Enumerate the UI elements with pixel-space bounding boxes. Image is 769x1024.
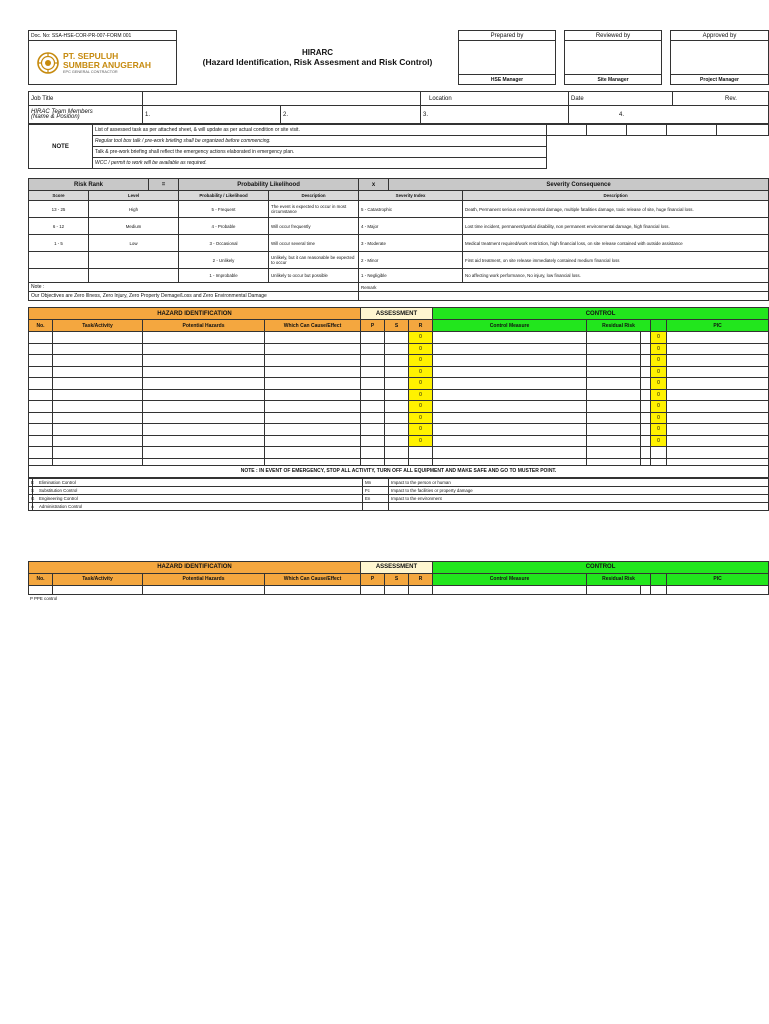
row-pic[interactable] — [667, 378, 769, 390]
team-member-4[interactable]: 4. — [569, 106, 769, 124]
row-control[interactable] — [433, 378, 587, 390]
ppe-legend — [28, 595, 768, 602]
col-probability: Probability / Likelihood — [179, 191, 269, 201]
row-control[interactable] — [433, 412, 587, 424]
row-residual-value[interactable] — [641, 412, 651, 424]
row-no[interactable] — [29, 401, 53, 413]
severity-desc: Lost time incident, permanent/partial disability, non permanent environmental damage, high financial loss. — [463, 218, 769, 235]
row-pic[interactable] — [667, 389, 769, 401]
row-task[interactable] — [53, 332, 143, 344]
col-level: Level — [89, 191, 179, 201]
row-cause[interactable] — [265, 343, 361, 355]
col-r: R — [409, 573, 433, 585]
probability-value: 2 - Unlikely — [179, 252, 269, 269]
row-blank[interactable] — [651, 447, 667, 459]
reviewed-signature[interactable] — [565, 41, 662, 75]
row-no[interactable] — [29, 435, 53, 447]
objectives-text: Our Objectives are Zero Illness, Zero Injury, Zero Property Demage/Loss and Zero Environmental Damage — [29, 292, 359, 301]
approved-by-label: Approved by — [671, 31, 769, 41]
row-task[interactable] — [53, 355, 143, 367]
col-p: P — [361, 320, 385, 332]
col-task: Task/Activity — [53, 573, 143, 585]
legend-code-2: Mn — [363, 478, 389, 486]
row-p[interactable] — [361, 332, 385, 344]
table-row — [29, 435, 769, 447]
row-residual[interactable] — [587, 401, 641, 413]
legend-row — [29, 478, 769, 486]
table-row — [29, 412, 769, 424]
row-pic[interactable] — [667, 424, 769, 436]
risk-level: Medium — [89, 218, 179, 235]
ppe-code: P — [30, 595, 33, 601]
note-table — [28, 124, 769, 169]
row-pic[interactable] — [667, 435, 769, 447]
row-r: 0 — [409, 378, 433, 390]
legend-code-2 — [363, 502, 389, 510]
row-task[interactable] — [53, 424, 143, 436]
row-p[interactable] — [361, 401, 385, 413]
row-p[interactable] — [361, 389, 385, 401]
site-manager-label: Site Manager — [565, 75, 662, 85]
row-pic[interactable] — [667, 366, 769, 378]
risk-score: 6 - 12 — [29, 218, 89, 235]
company-tagline: EPC GENERAL CONTRACTOR — [63, 69, 118, 74]
row-r: 0 — [409, 389, 433, 401]
row-s[interactable] — [385, 447, 409, 459]
row-hazard[interactable] — [143, 343, 265, 355]
row-residual[interactable] — [587, 355, 641, 367]
row-control[interactable] — [433, 355, 587, 367]
severity-index: 5 - Catastrophic — [359, 201, 463, 218]
doc-number: Doc. No: SSA-HSE-COR-PR-007-FORM 001 — [29, 31, 177, 41]
row-residual[interactable] — [587, 378, 641, 390]
legend-code: E — [29, 478, 33, 486]
row-task[interactable] — [53, 378, 143, 390]
prepared-by-label: Prepared by — [459, 31, 556, 41]
row-cause[interactable] — [265, 378, 361, 390]
row-no[interactable] — [29, 343, 53, 355]
row-residual[interactable] — [587, 343, 641, 355]
row-blank: 0 — [651, 332, 667, 344]
row-task[interactable] — [53, 401, 143, 413]
assessment-header: ASSESSMENT — [361, 561, 433, 573]
row-residual-value[interactable] — [641, 447, 651, 459]
note-line-4: WCC / permit to work will be available as required. — [93, 158, 547, 169]
date-label: Date — [571, 95, 584, 102]
company-name-line2: SUMBER ANUGERAH — [63, 59, 151, 70]
probability-desc: Unlikely, but it can reasonable be expected to occur — [269, 252, 359, 269]
row-hazard[interactable] — [143, 378, 265, 390]
col-cause: Which Can Cause/Effect — [265, 320, 361, 332]
probability-value: 5 - Frequent — [179, 201, 269, 218]
col-r: R — [409, 320, 433, 332]
risk-matrix-table — [28, 178, 769, 301]
project-manager-label: Project Manager — [671, 75, 769, 85]
risk-score — [29, 252, 89, 269]
col-control-measure: Control Measure — [433, 573, 587, 585]
row-blank: 0 — [651, 424, 667, 436]
row-no[interactable] — [29, 378, 53, 390]
approved-signature[interactable] — [671, 41, 769, 75]
col-hazards: Potential Hazards — [143, 320, 265, 332]
row-no[interactable] — [29, 366, 53, 378]
legend-text-2 — [389, 502, 769, 510]
team-member-2[interactable]: 2. — [281, 106, 421, 124]
row-task[interactable] — [53, 389, 143, 401]
row-task[interactable] — [53, 343, 143, 355]
col-p: P — [361, 573, 385, 585]
team-member-3[interactable]: 3. — [421, 106, 569, 124]
row-p[interactable] — [361, 355, 385, 367]
prepared-signature[interactable] — [459, 41, 556, 75]
probability-value: 1 - Improbable — [179, 269, 269, 283]
team-members-label: HIRAC Team Members (Name & Position) — [29, 106, 143, 124]
probability-desc: Will occur frequently — [269, 218, 359, 235]
row-control[interactable] — [433, 332, 587, 344]
control-header: CONTROL — [433, 308, 769, 320]
assessment-header: ASSESSMENT — [361, 308, 433, 320]
note-line-2: Regular tool box talk / pre-work briefing shall be organized before commencing. — [93, 136, 547, 147]
location-label: Location — [429, 95, 452, 102]
severity-index: 1 - Negligible — [359, 269, 463, 283]
spacer-row — [29, 458, 769, 465]
control-legend — [28, 478, 769, 511]
row-blank: 0 — [651, 401, 667, 413]
row-s[interactable] — [385, 389, 409, 401]
risk-score: 13 - 25 — [29, 201, 89, 218]
table-row — [29, 389, 769, 401]
row-r: 0 — [409, 401, 433, 413]
row-residual-value[interactable] — [641, 424, 651, 436]
row-control[interactable] — [433, 435, 587, 447]
hirarc-form — [28, 30, 768, 602]
row-cause[interactable] — [265, 366, 361, 378]
probability-value: 4 - Probable — [179, 218, 269, 235]
hazard-rows — [29, 332, 769, 459]
row-r: 0 — [409, 424, 433, 436]
col-residual-risk: Residual Risk — [587, 320, 651, 332]
row-s[interactable] — [385, 401, 409, 413]
col-score: Score — [29, 191, 89, 201]
row-no[interactable] — [29, 412, 53, 424]
row-hazard[interactable] — [143, 389, 265, 401]
hse-manager-label: HSE Manager — [459, 75, 556, 85]
times-sign: x — [359, 179, 389, 191]
table-row — [29, 378, 769, 390]
legend-text: Engineering Control — [33, 494, 363, 502]
job-info-table — [28, 91, 769, 124]
row-p[interactable] — [361, 447, 385, 459]
row-blank: 0 — [651, 412, 667, 424]
row-hazard[interactable] — [143, 366, 265, 378]
risk-level: High — [89, 201, 179, 218]
note-label: NOTE — [29, 125, 93, 169]
row-hazard[interactable] — [143, 424, 265, 436]
row-pic[interactable] — [667, 447, 769, 459]
row-blank: 0 — [651, 435, 667, 447]
col-no: No. — [29, 573, 53, 585]
severity-desc: No affecting work performance, No injury, low financial loss. — [463, 269, 769, 283]
row-hazard[interactable] — [143, 447, 265, 459]
row-residual[interactable] — [587, 366, 641, 378]
title-cell — [177, 31, 459, 85]
row-no[interactable] — [29, 355, 53, 367]
probability-desc: Will occur several time — [269, 235, 359, 252]
col-pic: PIC — [667, 320, 769, 332]
row-s[interactable] — [385, 412, 409, 424]
row-residual[interactable] — [587, 389, 641, 401]
row-p[interactable] — [361, 435, 385, 447]
row-residual-value[interactable] — [641, 332, 651, 344]
row-pic[interactable] — [667, 355, 769, 367]
row-p[interactable] — [361, 424, 385, 436]
row-hazard[interactable] — [143, 412, 265, 424]
row-control[interactable] — [433, 366, 587, 378]
row-residual-value[interactable] — [641, 378, 651, 390]
probability-value: 3 - Occasional — [179, 235, 269, 252]
hazard-identification-header: HAZARD IDENTIFICATION — [29, 561, 361, 573]
probability-desc: The event is expected to occur in most circumstance — [269, 201, 359, 218]
row-s[interactable] — [385, 355, 409, 367]
table-row — [29, 332, 769, 344]
severity-desc: Death, Permanent serious environmental damage, multiple fatalities damage, toxic release of site, huge financial loss. — [463, 201, 769, 218]
job-title-input[interactable] — [143, 92, 421, 106]
legend-text: Elimination Control — [33, 478, 363, 486]
risk-rank-header: Risk Rank — [29, 179, 149, 191]
location-cell[interactable] — [421, 92, 569, 106]
legend-row — [29, 494, 769, 502]
row-r: 0 — [409, 343, 433, 355]
legend-code-2: En — [363, 494, 389, 502]
legend-text: Substitution Control — [33, 486, 363, 494]
severity-index: 4 - Major — [359, 218, 463, 235]
emergency-note: NOTE : IN EVENT OF EMERGENCY, STOP ALL ACTIVITY, TURN OFF ALL EQUIPMENT AND MAKE SAFE AND GO TO MUSTER POINT. — [29, 465, 769, 477]
legend-code: S — [29, 486, 33, 494]
legend-text-2: Impact to the person or human — [389, 478, 769, 486]
row-residual-value[interactable] — [641, 389, 651, 401]
col-no: No. — [29, 320, 53, 332]
row-cause[interactable] — [265, 435, 361, 447]
row-residual[interactable] — [587, 435, 641, 447]
legend-text-2: Impact to the environment — [389, 494, 769, 502]
rev-cell[interactable] — [673, 92, 769, 106]
row-hazard[interactable] — [143, 435, 265, 447]
legend-code-2: Fc — [363, 486, 389, 494]
row-cause[interactable] — [265, 447, 361, 459]
row-blank: 0 — [651, 343, 667, 355]
legend-text-2: Impact to the facilities or property damage — [389, 486, 769, 494]
row-control[interactable] — [433, 343, 587, 355]
row-p[interactable] — [361, 343, 385, 355]
remark-label: Remark — [359, 283, 769, 292]
col-s: S — [385, 320, 409, 332]
row-r: 0 — [409, 435, 433, 447]
row-s[interactable] — [385, 343, 409, 355]
row-residual-value[interactable] — [641, 401, 651, 413]
company-logo-icon — [37, 52, 59, 74]
row-cause[interactable] — [265, 412, 361, 424]
control-header: CONTROL — [433, 561, 769, 573]
row-residual-value[interactable] — [641, 435, 651, 447]
company-logo-cell — [29, 41, 177, 85]
row-s[interactable] — [385, 332, 409, 344]
row-residual[interactable] — [587, 412, 641, 424]
row-task[interactable] — [53, 447, 143, 459]
col-residual-risk: Residual Risk — [587, 573, 651, 585]
col-prob-desc: Description — [269, 191, 359, 201]
note-line-3: Talk & pre-work briefing shall reflect the emergency actions elaborated in emergency plan. — [93, 147, 547, 158]
row-hazard[interactable] — [143, 401, 265, 413]
probability-desc: Unlikely to occur but possible — [269, 269, 359, 283]
row-r: 0 — [409, 412, 433, 424]
row-s[interactable] — [385, 424, 409, 436]
row-cause[interactable] — [265, 389, 361, 401]
row-s[interactable] — [385, 435, 409, 447]
row-hazard[interactable] — [143, 355, 265, 367]
hazard-table-2 — [28, 561, 769, 595]
row-pic[interactable] — [667, 343, 769, 355]
risk-level: Low — [89, 235, 179, 252]
rev-label: Rev. — [725, 95, 737, 102]
col-cause: Which Can Cause/Effect — [265, 573, 361, 585]
severity-index: 2 - Minor — [359, 252, 463, 269]
reviewed-by-label: Reviewed by — [565, 31, 662, 41]
legend-row — [29, 502, 769, 510]
col-control-measure: Control Measure — [433, 320, 587, 332]
row-r[interactable] — [409, 447, 433, 459]
row-cause[interactable] — [265, 332, 361, 344]
col-s: S — [385, 573, 409, 585]
job-title-label: Job Title — [29, 92, 143, 106]
table-row — [29, 366, 769, 378]
row-task[interactable] — [53, 435, 143, 447]
row-residual-value[interactable] — [641, 355, 651, 367]
row-no[interactable] — [29, 332, 53, 344]
row-no[interactable] — [29, 389, 53, 401]
row-r: 0 — [409, 332, 433, 344]
severity-header: Severity Consequence — [389, 179, 769, 191]
row-pic[interactable] — [667, 332, 769, 344]
row-r: 0 — [409, 366, 433, 378]
row-r: 0 — [409, 355, 433, 367]
row-residual[interactable] — [587, 424, 641, 436]
col-hazards: Potential Hazards — [143, 573, 265, 585]
risk-score: 1 - 5 — [29, 235, 89, 252]
col-task: Task/Activity — [53, 320, 143, 332]
row-p[interactable] — [361, 378, 385, 390]
legend-code: G — [29, 494, 33, 502]
table-row — [29, 355, 769, 367]
row-control[interactable] — [433, 447, 587, 459]
row-hazard[interactable] — [143, 332, 265, 344]
col-severity-index: Severity Index — [359, 191, 463, 201]
table-row — [29, 424, 769, 436]
legend-code: A — [29, 502, 33, 510]
hazard-identification-header: HAZARD IDENTIFICATION — [29, 308, 361, 320]
probability-header: Probability Likelihood — [179, 179, 359, 191]
row-task[interactable] — [53, 366, 143, 378]
row-p[interactable] — [361, 412, 385, 424]
equals-sign: = — [149, 179, 179, 191]
row-s[interactable] — [385, 378, 409, 390]
date-cell[interactable] — [569, 92, 673, 106]
row-no[interactable] — [29, 447, 53, 459]
row-blank: 0 — [651, 355, 667, 367]
col-pic: PIC — [667, 573, 769, 585]
table-row — [29, 343, 769, 355]
severity-desc: Medical treatment required/work restriction, high financial loss, on site release contained with outside assistance — [463, 235, 769, 252]
company-name-line1: PT. SEPULUH — [63, 50, 119, 61]
row-control[interactable] — [433, 424, 587, 436]
note-line-1: List of assessed task as per attached sheet, & will update as per actual condition or site visit. — [93, 125, 547, 136]
ppe-text: PPE control — [34, 595, 58, 601]
severity-desc: First aid treatment, on site release immediately contained medium financial loss — [463, 252, 769, 269]
row-residual-value[interactable] — [641, 366, 651, 378]
team-member-1[interactable]: 1. — [143, 106, 281, 124]
row-blank: 0 — [651, 366, 667, 378]
legend-text: Administration Control — [33, 502, 363, 510]
risk-level — [89, 269, 179, 283]
row-blank: 0 — [651, 389, 667, 401]
risk-score — [29, 269, 89, 283]
row-cause[interactable] — [265, 355, 361, 367]
header-table — [28, 30, 769, 85]
row-cause[interactable] — [265, 424, 361, 436]
row-s[interactable] — [385, 366, 409, 378]
form-title: HIRARC — [301, 48, 334, 57]
row-pic[interactable] — [667, 401, 769, 413]
row-residual-value[interactable] — [641, 343, 651, 355]
table-row — [29, 401, 769, 413]
row-control[interactable] — [433, 401, 587, 413]
row-blank: 0 — [651, 378, 667, 390]
row-residual[interactable] — [587, 332, 641, 344]
row-no[interactable] — [29, 424, 53, 436]
row-residual[interactable] — [587, 447, 641, 459]
row-task[interactable] — [53, 412, 143, 424]
row-cause[interactable] — [265, 401, 361, 413]
hazard-table — [28, 307, 769, 478]
risk-level — [89, 252, 179, 269]
form-subtitle: (Hazard Identification, Risk Assesment and Risk Control) — [202, 57, 433, 67]
row-control[interactable] — [433, 389, 587, 401]
severity-index: 3 - Moderate — [359, 235, 463, 252]
note-label-small: Note : — [29, 283, 359, 292]
legend-row — [29, 486, 769, 494]
table-row — [29, 447, 769, 459]
row-pic[interactable] — [667, 412, 769, 424]
col-sev-desc: Description — [463, 191, 769, 201]
row-p[interactable] — [361, 366, 385, 378]
